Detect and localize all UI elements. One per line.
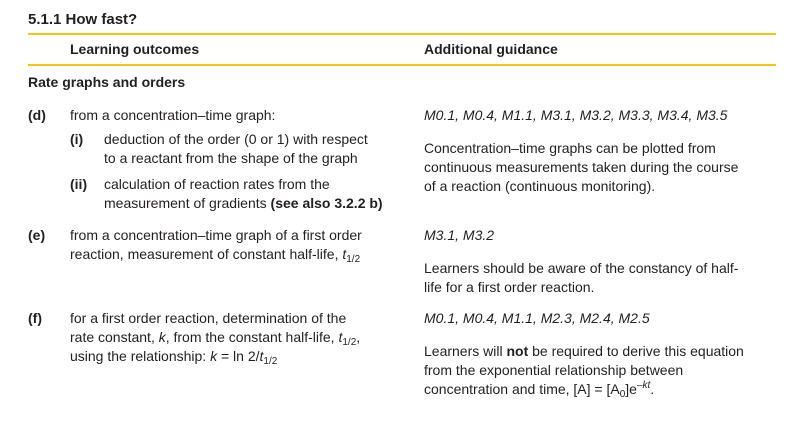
- outcome-d-i-line2: to a reactant from the shape of the graph: [104, 150, 358, 166]
- outcome-d-ii-line2-a: measurement of gradients: [104, 195, 271, 211]
- outcome-e-line1: from a concentration–time graph of a first order: [70, 227, 362, 243]
- outcome-e-refs: M3.1, M3.2: [424, 227, 495, 243]
- outcome-d-guidance-line1: Concentration–time graphs can be plotted from: [424, 140, 716, 156]
- outcome-f-k: k: [158, 329, 166, 345]
- outcome-f-guidance-3sup: –kt: [636, 380, 651, 391]
- outcome-f-line2-b: , from the constant half-life,: [165, 329, 339, 345]
- outcome-f-line3-b: = ln 2/: [217, 348, 260, 364]
- outcome-f-line2-c: ,: [356, 329, 361, 345]
- header-additional-guidance: Additional guidance: [424, 41, 558, 57]
- outcome-e-line2-text: reaction, measurement of constant half-life,: [70, 246, 343, 262]
- outcome-f-guidance: [424, 342, 744, 399]
- outcome-f-line3-half: 1/2: [263, 356, 278, 367]
- outcome-d-i-line1: deduction of the order (0 or 1) with respect: [104, 131, 368, 147]
- outcome-f-guidance-line1: [424, 342, 744, 361]
- outcome-e-guidance-line1: Learners should be aware of the constancy of half-: [424, 260, 739, 276]
- outcome-f-line3-a: using the relationship:: [70, 348, 211, 364]
- outcome-d-guidance-line2: continuous measurements taken during the course: [424, 159, 739, 175]
- outcome-e-label: (e): [28, 227, 46, 243]
- section-title: 5.1.1 How fast?: [28, 11, 138, 28]
- outcome-e-guidance-line2: life for a first order reaction.: [424, 279, 595, 295]
- outcome-d-label: (d): [28, 107, 46, 123]
- outcome-f-guidance-not: not: [506, 343, 529, 359]
- outcome-e-t: t: [342, 246, 347, 262]
- outcome-d-refs: M0.1, M0.4, M1.1, M3.1, M3.2, M3.3, M3.4, M3.5: [424, 107, 728, 123]
- header-learning-outcomes: Learning outcomes: [70, 41, 200, 57]
- outcome-f-line3: [70, 347, 360, 366]
- outcome-d-text: from a concentration–time graph:: [70, 107, 276, 123]
- outcome-f-guidance-line3: [424, 380, 744, 399]
- outcome-d-ii-label: (ii): [70, 176, 88, 192]
- subsection-heading: Rate graphs and orders: [28, 74, 186, 90]
- outcome-f-refs: M0.1, M0.4, M1.1, M2.3, M2.4, M2.5: [424, 310, 650, 326]
- outcome-e-half: 1/2: [346, 254, 361, 265]
- outcome-d-ii-line2: [104, 194, 383, 213]
- outcome-f-line1: for a first order reaction, determination of the: [70, 310, 347, 326]
- header-bottom-rule: [28, 64, 776, 66]
- outcome-d-guidance: [424, 139, 738, 196]
- outcome-f-guidance-1c: be required to derive this equation: [528, 343, 744, 359]
- header-top-rule: [28, 33, 776, 35]
- outcome-f-label: (f): [28, 310, 42, 326]
- outcome-f-guidance-3a: concentration and time, [A] = [A: [424, 381, 620, 397]
- outcome-f-t: t: [338, 329, 343, 345]
- outcome-f-guidance-3sub: 0: [619, 389, 626, 400]
- outcome-d-guidance-line3: of a reaction (continuous monitoring).: [424, 178, 656, 194]
- outcome-f-guidance-1a: Learners will: [424, 343, 507, 359]
- outcome-f-line2: [70, 328, 360, 347]
- outcome-f-guidance-3b: ]e: [625, 381, 637, 397]
- outcome-d-ii-text: [104, 175, 383, 213]
- outcome-f-guidance-3c: .: [650, 381, 655, 397]
- outcome-f-half: 1/2: [342, 337, 357, 348]
- outcome-f-line2-a: rate constant,: [70, 329, 159, 345]
- outcome-d-ii-line1: calculation of reaction rates from the: [104, 176, 330, 192]
- outcome-f-text: [70, 309, 360, 366]
- outcome-f-guidance-line2: from the exponential relationship between: [424, 362, 684, 378]
- outcome-d-i-text: [104, 130, 368, 168]
- outcome-e-line2: [70, 245, 362, 264]
- outcome-f-line3-t: t: [259, 348, 264, 364]
- outcome-d-ii-crossref: (see also 3.2.2 b): [270, 195, 383, 211]
- outcome-f-line3-k: k: [210, 348, 218, 364]
- outcome-d-i-label: (i): [70, 131, 84, 147]
- outcome-e-guidance: [424, 259, 738, 297]
- outcome-e-text: [70, 226, 362, 264]
